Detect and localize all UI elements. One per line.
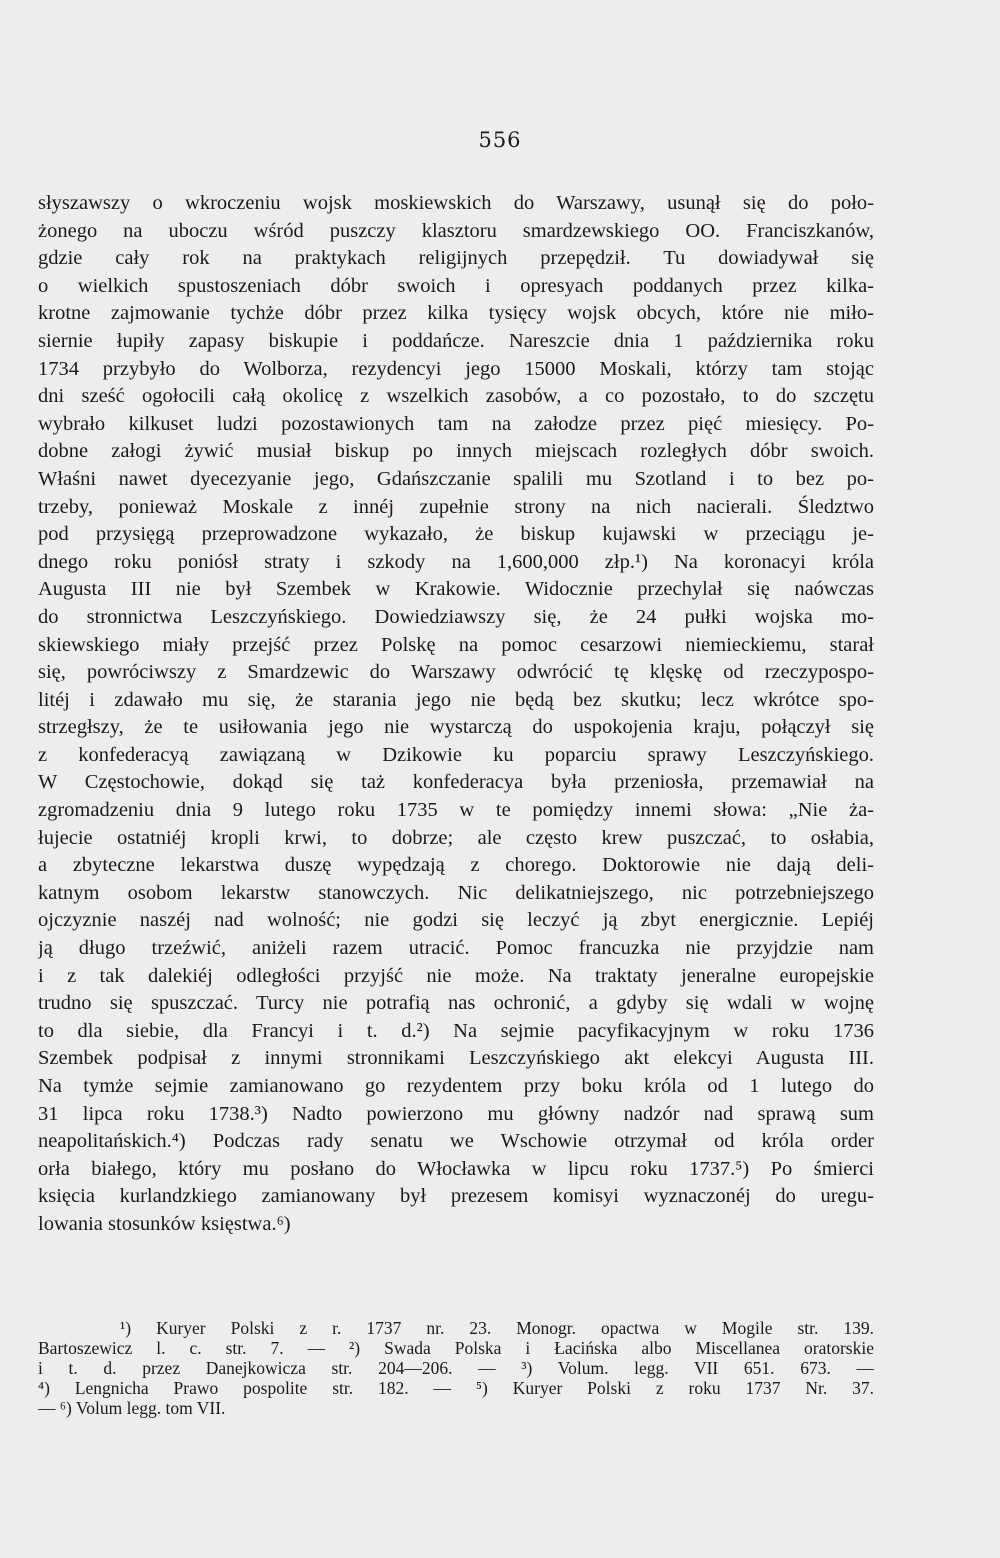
text-line: litéj i zdawało mu się, że starania jego nie będą bez skutku; lecz wkrótce spo- (38, 688, 874, 711)
text-line: ją długo trzeźwić, aniżeli razem utracić. Pomoc francuzka nie przyjdzie nam (38, 937, 874, 960)
text-line: zgromadzeniu dnia 9 lutego roku 1735 w te pomiędzy innemi słowa: „Nie ża- (38, 799, 874, 822)
text-line: się, powróciwszy z Smardzewic do Warszawy odwrócić tę klęskę od rzeczypospo- (38, 661, 874, 684)
text-line: gdzie cały rok na praktykach religijnych przepędził. Tu dowiadywał się (38, 247, 874, 270)
text-line: to dla siebie, dla Francyi i t. d.²) Na sejmie pacyfikacyjnym w roku 1736 (38, 1019, 874, 1042)
text-line: Na tymże sejmie zamianowano go rezydentem przy boku króla od 1 lutego do (38, 1075, 874, 1097)
text-line: a zbyteczne lekarstwa duszę wypędzają z chorego. Doktorowie nie dają deli- (38, 854, 874, 877)
text-line: trudno się spuszczać. Turcy nie potrafią nas ochronić, a gdyby się wdali w wojnę (38, 992, 874, 1015)
footnote-line: ¹) Kuryer Polski z r. 1737 nr. 23. Monogr. opactwa w Mogile str. 139. (120, 1318, 874, 1338)
text-line: pod przysięgą przeprowadzone wykazało, że biskup kujawski w przeciągu je- (38, 523, 874, 546)
text-line: siernie łupiły zapasy biskupie i poddańcze. Nareszcie dnia 1 października roku (38, 329, 874, 352)
text-line: 1734 przybyło do Wolborza, rezydencyi jego 15000 Moskali, którzy tam stojąc (38, 357, 874, 380)
text-line: Augusta III nie był Szembek w Krakowie. Widocznie przechylał się naówczas (38, 578, 874, 601)
text-line: łujecie ostatniéj kropli krwi, to dobrze; ale często krew puszczać, to osłabia, (38, 826, 874, 849)
text-line: dobne załogi żywić musiał biskup po innych miejscach rozległych dóbr swoich. (38, 440, 874, 463)
text-line: do stronnictwa Leszczyńskiego. Dowiedziawszy się, że 24 pułki wojska mo- (38, 605, 874, 628)
text-line: i z tak dalekiéj odległości przyjść nie może. Na traktaty jeneralne europejskie (38, 964, 874, 987)
footnotes (38, 1318, 874, 1418)
text-line: wybrało kilkuset ludzi pozostawionych tam na załodze przez pięć miesięcy. Po- (38, 412, 874, 435)
text-line: słyszawszy o wkroczeniu wojsk moskiewskich do Warszawy, usunął się do poło- (38, 192, 874, 214)
footnote-line: Bartoszewicz l. c. str. 7. — ²) Swada Polska i Łacińska albo Miscellanea oratorskie (38, 1338, 874, 1358)
text-line: krotne zajmowanie tychże dóbr przez kilka tysięcy wojsk obcych, które nie miło- (38, 302, 874, 325)
footnote-line: ⁴) Lengnicha Prawo pospolite str. 182. — ⁵) Kuryer Polski z roku 1737 Nr. 37. (38, 1378, 874, 1398)
text-line: dnego roku poniósł straty i szkody na 1,600,000 złp.¹) Na koronacyi króla (38, 550, 874, 573)
text-line: Szembek podpisał z innymi stronnikami Leszczyńskiego akt elekcyi Augusta III. (38, 1047, 874, 1070)
footnote-line: — ⁶) Volum legg. tom VII. (38, 1398, 226, 1418)
text-line: strzegłszy, że te usiłowania jego nie wystarczą do uspokojenia kraju, połączył się (38, 716, 874, 739)
main-text (38, 190, 874, 1239)
text-line: orła białego, który mu posłano do Włocławka w lipcu roku 1737.⁵) Po śmierci (38, 1157, 874, 1180)
text-line: trzeby, ponieważ Moskale z innéj zupełnie strony na nich nacierali. Śledztwo (38, 495, 874, 518)
text-line: księcia kurlandzkiego zamianowany był prezesem komisyi wyznaczonéj do uregu- (38, 1185, 874, 1208)
text-line: o wielkich spustoszeniach dóbr swoich i opresyach poddanych przez kilka- (38, 274, 874, 297)
text-line: skiewskiego miały przejść przez Polskę na pomoc cesarzowi niemieckiemu, starał (38, 633, 874, 656)
page-number: 556 (478, 128, 522, 152)
text-line: dni sześć ogołocili całą okolicę z wszelkich zasobów, a co pozostało, to do szczętu (38, 385, 874, 408)
text-line: W Częstochowie, dokąd się taż konfederacya była przeniosła, przemawiał na (38, 771, 874, 794)
text-line: Właśni nawet dyecezyanie jego, Gdańszczanie spalili mu Szotland i to bez po- (38, 467, 874, 490)
text-line: lowania stosunków księstwa.⁶) (38, 1212, 291, 1235)
text-line: katnym osobom lekarstw stanowczych. Nic delikatniejszego, nic potrzebniejszego (38, 881, 874, 904)
text-line: neapolitańskich.⁴) Podczas rady senatu we Wschowie otrzymał od króla order (38, 1130, 874, 1153)
text-line: żonego na uboczu wśród puszczy klasztoru smardzewskiego OO. Franciszkanów, (38, 219, 874, 242)
text-line: z konfederacyą zawiązaną w Dzikowie ku poparciu sprawy Leszczyńskiego. (38, 743, 874, 766)
footnote-line: i t. d. przez Danejkowicza str. 204—206. — ³) Volum. legg. VII 651. 673. — (38, 1358, 874, 1378)
text-line: 31 lipca roku 1738.³) Nadto powierzono mu główny nadzór nad sprawą sum (38, 1102, 874, 1125)
text-line: ojczyznie naszéj nad wolność; nie godzi się leczyć ją zbyt energicznie. Lepiéj (38, 909, 874, 932)
